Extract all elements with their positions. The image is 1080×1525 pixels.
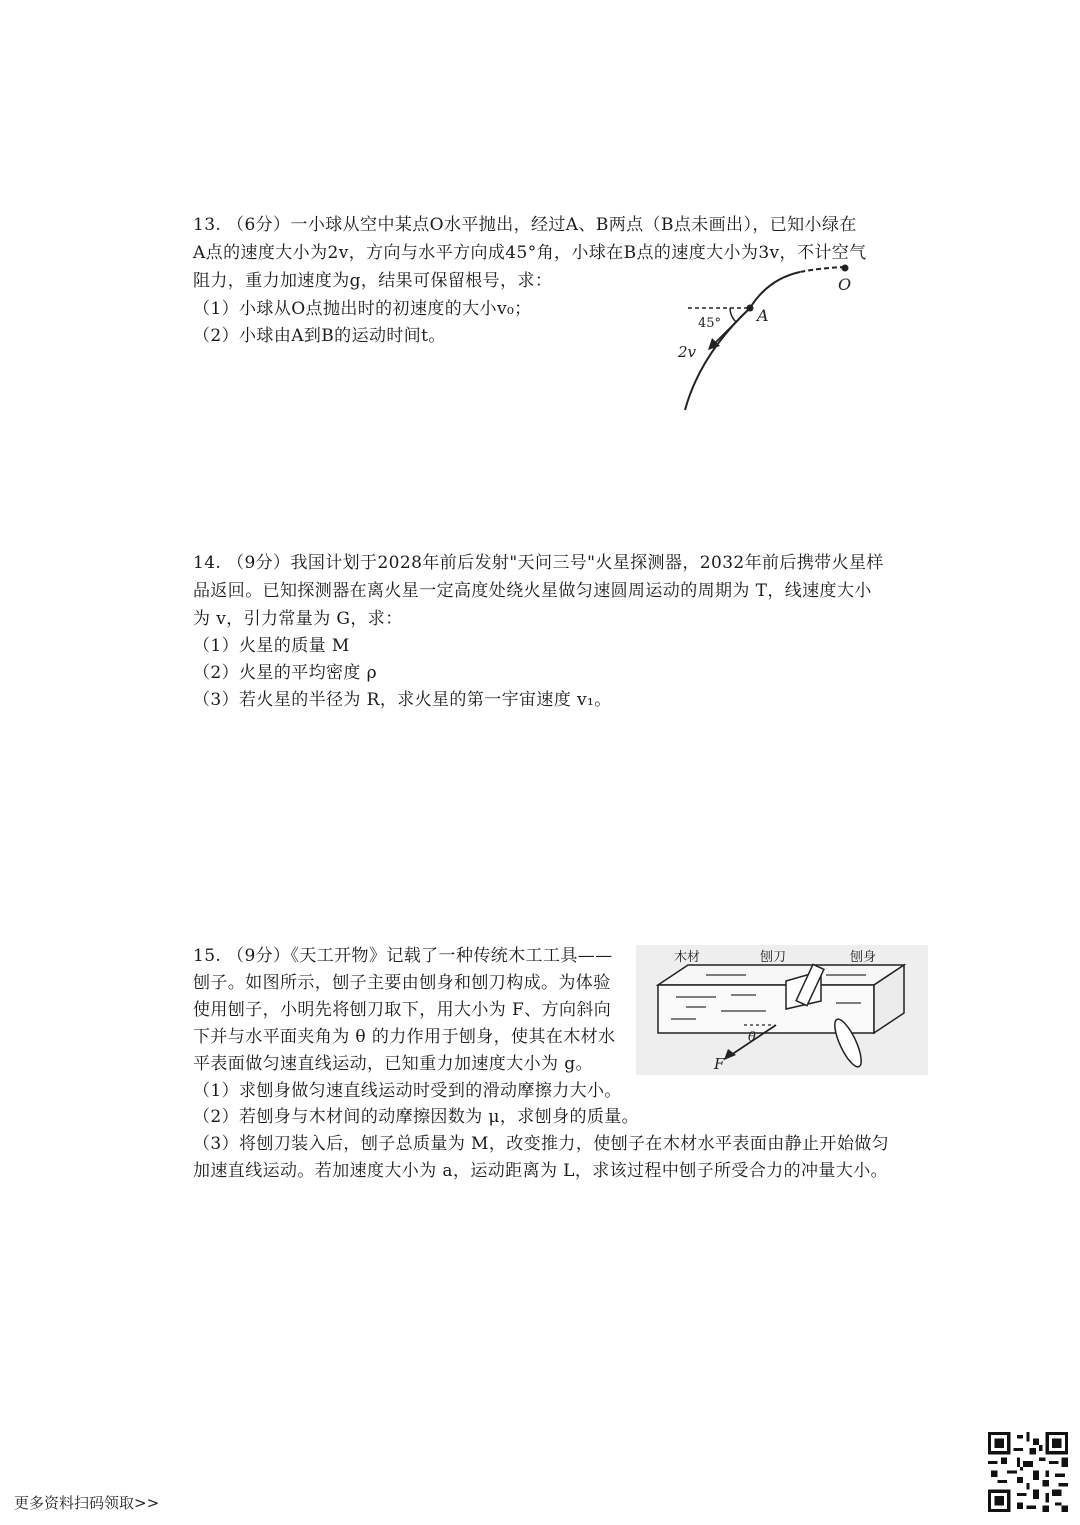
qr-code[interactable] (988, 1432, 1068, 1512)
projectile-diagram (660, 255, 860, 420)
trajectory-curve (685, 272, 800, 410)
planer-diagram (636, 945, 928, 1075)
q15-subq-3-cont: 加速直线运动。若加速度大小为 a，运动距离为 L，求该过程中刨子所受合力的冲量大小。 (193, 1161, 889, 1181)
label-o: O (838, 275, 852, 294)
q15-subq-3: （3）将刨刀装入后，刨子总质量为 M，改变推力，使刨子在木材水平表面由静止开始做匀 (193, 1134, 890, 1154)
label-wood: 木材 (674, 950, 701, 965)
label-theta: θ (748, 1030, 756, 1045)
point-o (842, 265, 849, 272)
label-velocity: 2v (678, 343, 697, 361)
q13-line-2: A点的速度大小为2v，方向与水平方向成45°角，小球在B点的速度大小为3v，不计空气 (193, 243, 867, 263)
wood-top (658, 965, 904, 985)
angle-arc (730, 308, 736, 322)
label-angle: 45° (698, 316, 722, 331)
q15-line-3: 使用刨子，小明先将刨刀取下，用大小为 F、方向斜向 (193, 1000, 612, 1020)
q14-subq-3: （3）若火星的半径为 R，求火星的第一宇宙速度 v₁。 (193, 690, 612, 710)
q13-subq-1: （1）小球从O点抛出时的初速度的大小v₀； (193, 299, 532, 319)
q15-line-2: 刨子。如图所示，刨子主要由刨身和刨刀构成。为体验 (193, 973, 611, 993)
q15-line-5: 平表面做匀速直线运动，已知重力加速度大小为 g。 (193, 1054, 593, 1074)
q14-line-2: 品返回。已知探测器在离火星一定高度处绕火星做匀速圆周运动的周期为 T，线速度大小 (193, 581, 872, 601)
footer-link[interactable]: 更多资料扫码领取>> (14, 1494, 160, 1512)
q15-line-1: 15. （9分）《天工开物》记载了一种传统木工工具—— (193, 946, 613, 966)
q14-subq-2: （2）火星的平均密度 ρ (193, 663, 378, 683)
q15-subq-2: （2）若刨身与木材间的动摩擦因数为 μ，求刨身的质量。 (193, 1107, 640, 1127)
q15-line-4: 下并与水平面夹角为 θ 的力作用于刨身，使其在木材水 (193, 1027, 616, 1047)
label-body: 刨身 (850, 950, 877, 965)
trajectory-dashed (800, 267, 845, 272)
q13-subq-2: （2）小球由A到B的运动时间t。 (193, 326, 446, 346)
label-a: A (757, 306, 769, 325)
label-force: F (714, 1055, 725, 1073)
q13-line-3: 阻力，重力加速度为g，结果可保留根号，求： (193, 271, 553, 291)
q15-subq-1: （1）求刨身做匀速直线运动时受到的滑动摩擦力大小。 (193, 1081, 622, 1101)
label-blade: 刨刀 (760, 950, 787, 965)
q13-line-1: 13. （6分）一小球从空中某点O水平抛出，经过A、B两点（B点未画出），已知小绿在 (193, 215, 857, 235)
q14-line-3: 为 v，引力常量为 G，求： (193, 609, 403, 629)
q14-subq-1: （1）火星的质量 M (193, 636, 350, 656)
q14-line-1: 14. （9分）我国计划于2028年前后发射"天问三号"火星探测器，2032年前后携带火星样 (193, 553, 884, 573)
